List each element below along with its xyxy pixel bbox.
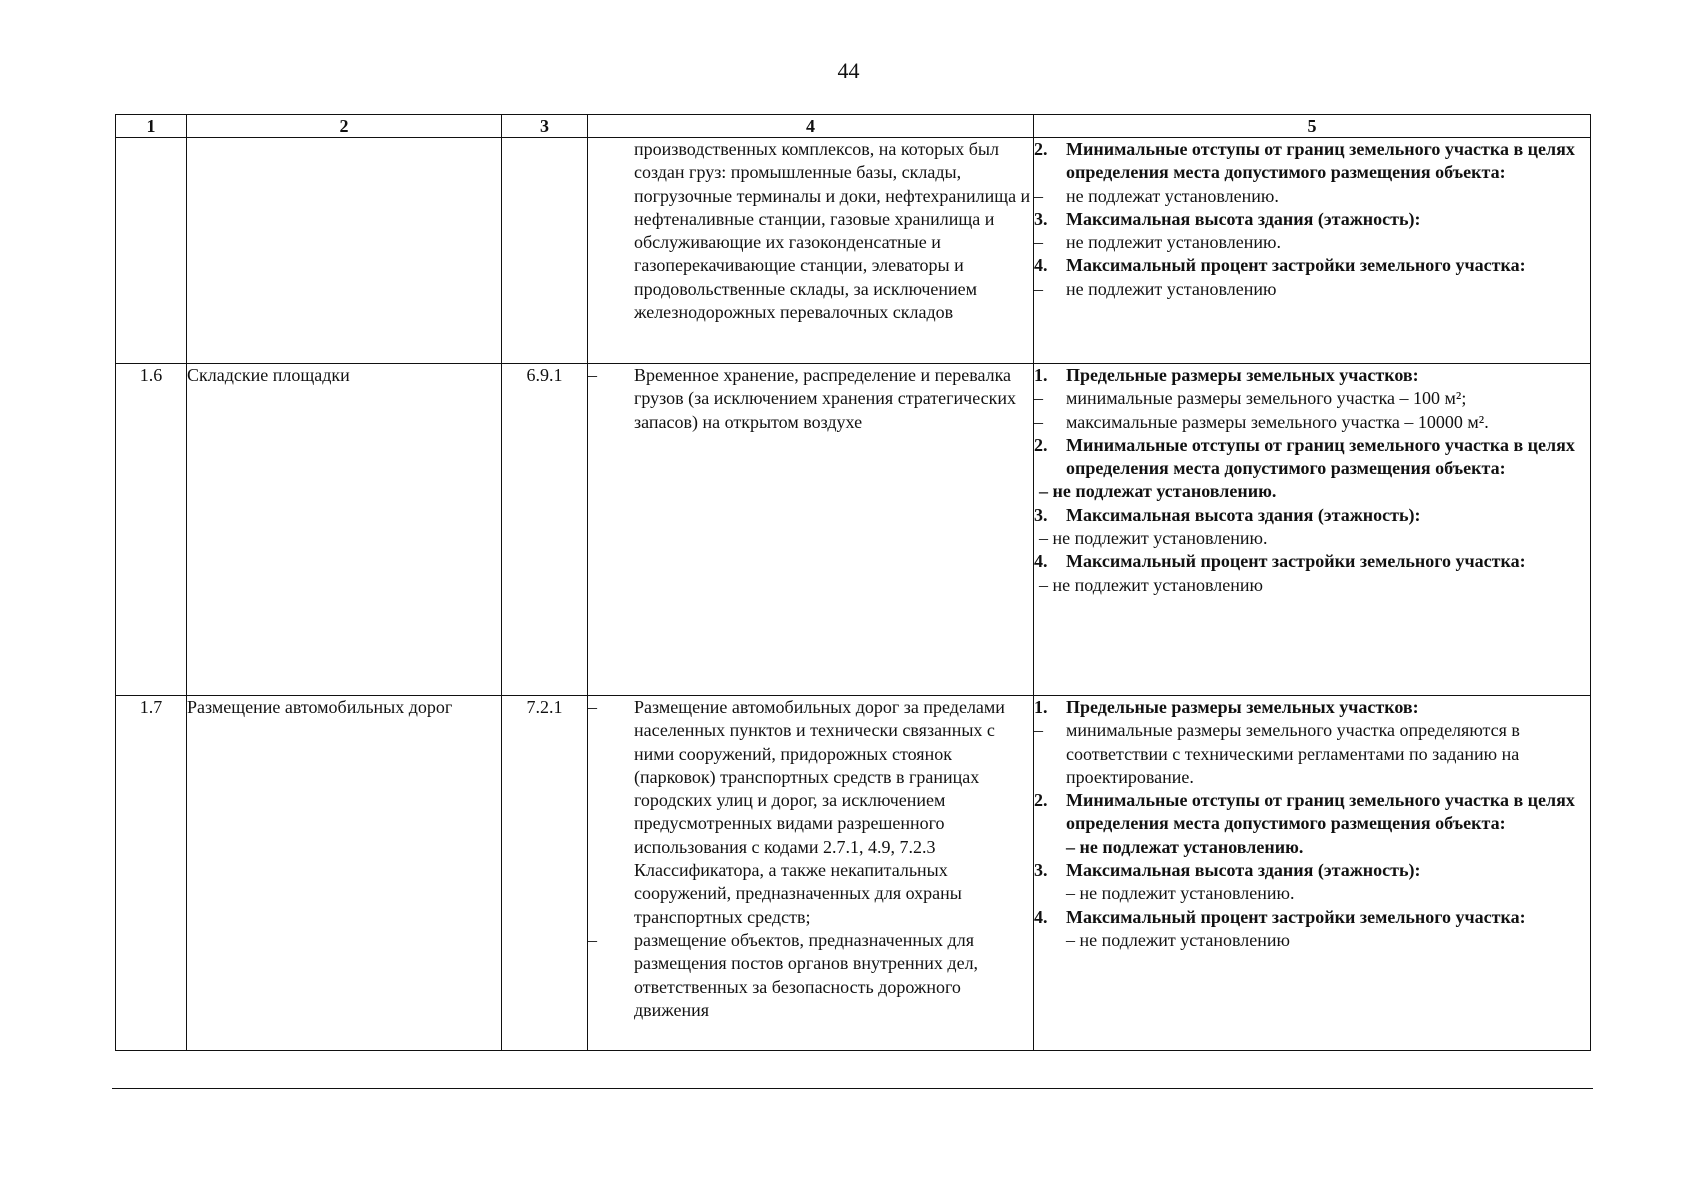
param-value <box>1034 185 1590 208</box>
description-text: размещение объектов, предназначенных для размещения постов органов внутренних дел, ответственных за безопасность дорожного движения <box>634 929 979 1020</box>
page-number: 44 <box>837 58 860 83</box>
column-header-2: 2 <box>187 115 502 138</box>
row-name-cell: Складские площадки <box>187 364 502 696</box>
description-item <box>588 929 1033 1022</box>
description-text: Временное хранение, распределение и перевалка грузов (за исключением хранения стратегических запасов) на открытом воздухе <box>634 365 1017 432</box>
param-value-text: – не подлежит установлению. <box>1066 883 1295 904</box>
param-value-text: – не подлежит установлению <box>1066 929 1290 950</box>
param-heading <box>1034 504 1590 527</box>
param-number: 4. <box>1034 255 1048 276</box>
param-title: Предельные размеры земельных участков: <box>1066 365 1419 385</box>
param-heading <box>1034 254 1590 277</box>
description-item <box>588 696 1033 929</box>
param-heading <box>1034 906 1590 929</box>
param-value <box>1034 278 1590 301</box>
param-heading <box>1034 550 1590 573</box>
description-text: производственных комплексов, на которых был создан груз: промышленные базы, склады, погрузочные терминалы и доки, нефтехранилища и нефтеналивные станции, газовые хранилища и обслуживающие их газоконденсатные и газоперекачивающие станции, элеваторы и продовольственные склады, за исключением железнодорожных перевалочных складов <box>634 139 1031 323</box>
dash-marker: – <box>1034 720 1043 741</box>
dash-marker: – <box>588 365 597 385</box>
param-title: Максимальный процент застройки земельного участка: <box>1066 906 1526 927</box>
param-value <box>1034 387 1590 410</box>
param-number: 4. <box>1034 551 1048 572</box>
row-description-cell <box>588 364 1034 696</box>
param-heading <box>1034 138 1590 185</box>
param-value-text: – не подлежит установлению <box>1039 574 1263 595</box>
dash-marker: – <box>588 697 597 717</box>
row-number-cell: 1.6 <box>116 364 187 696</box>
row-name-cell: Размещение автомобильных дорог <box>187 696 502 1051</box>
column-header-1: 1 <box>116 115 187 138</box>
param-heading <box>1034 696 1590 719</box>
param-title: Минимальные отступы от границ земельного участка в целях определения места допустимого размещения объекта: <box>1066 434 1575 479</box>
param-heading <box>1034 859 1590 882</box>
param-number: 1. <box>1034 697 1048 717</box>
row-number-cell <box>116 138 187 364</box>
dash-marker: – <box>1034 411 1043 432</box>
bottom-divider <box>112 1088 1593 1089</box>
param-number: 2. <box>1034 139 1048 159</box>
param-value-text: не подлежат установлению. <box>1066 185 1279 206</box>
table-row <box>116 138 1591 364</box>
param-value <box>1034 719 1590 789</box>
dash-marker: – <box>1034 185 1043 206</box>
param-number: 2. <box>1034 790 1048 811</box>
row-code-cell: 6.9.1 <box>502 364 588 696</box>
param-value-text: минимальные размеры земельного участка определяются в соответствии с техническими регламентами по заданию на проектирование. <box>1066 720 1520 787</box>
row-code-cell <box>502 138 588 364</box>
param-value <box>1034 411 1590 434</box>
param-title: Максимальная высота здания (этажность): <box>1066 860 1421 881</box>
param-heading <box>1034 364 1590 387</box>
row-code-cell: 7.2.1 <box>502 696 588 1051</box>
param-title: Максимальный процент застройки земельного участка: <box>1066 551 1526 572</box>
row-description-cell <box>588 696 1034 1051</box>
row-parameters-cell <box>1034 696 1591 1051</box>
param-value-text: максимальные размеры земельного участка – 10000 м². <box>1066 411 1489 432</box>
column-header-4: 4 <box>588 115 1034 138</box>
regulations-table <box>115 114 1591 1051</box>
param-title: Максимальная высота здания (этажность): <box>1066 208 1421 229</box>
param-number: 1. <box>1034 365 1048 385</box>
param-value-text: не подлежит установлению <box>1066 278 1277 299</box>
dash-marker: – <box>1034 232 1043 253</box>
param-number: 3. <box>1034 860 1048 881</box>
param-value-text: – не подлежат установлению. <box>1066 836 1304 857</box>
table-header-row <box>116 115 1591 138</box>
param-value-text: минимальные размеры земельного участка – 100 м²; <box>1066 388 1467 409</box>
param-title: Минимальные отступы от границ земельного участка в целях определения места допустимого размещения объекта: <box>1066 139 1575 183</box>
row-parameters-cell <box>1034 364 1591 696</box>
param-number: 3. <box>1034 504 1048 525</box>
param-number: 3. <box>1034 208 1048 229</box>
row-number-cell: 1.7 <box>116 696 187 1051</box>
param-value-text: – не подлежит установлению. <box>1039 528 1268 549</box>
dash-marker: – <box>1034 388 1043 409</box>
dash-marker: – <box>1034 278 1043 299</box>
param-number: 2. <box>1034 434 1048 455</box>
param-title: Максимальная высота здания (этажность): <box>1066 504 1421 525</box>
param-title: Предельные размеры земельных участков: <box>1066 697 1419 717</box>
row-description-cell <box>588 138 1034 364</box>
dash-marker: – <box>588 929 597 950</box>
param-heading <box>1034 434 1590 481</box>
param-value-text: не подлежит установлению. <box>1066 232 1281 253</box>
param-heading <box>1034 789 1590 836</box>
description-item <box>588 364 1033 434</box>
row-name-cell <box>187 138 502 364</box>
column-header-3: 3 <box>502 115 588 138</box>
param-number: 4. <box>1034 906 1048 927</box>
param-heading <box>1034 208 1590 231</box>
param-value <box>1034 231 1590 254</box>
column-header-5: 5 <box>1034 115 1591 138</box>
row-parameters-cell <box>1034 138 1591 364</box>
param-title: Минимальные отступы от границ земельного участка в целях определения места допустимого размещения объекта: <box>1066 790 1575 834</box>
table-row <box>116 696 1591 1051</box>
param-title: Максимальный процент застройки земельного участка: <box>1066 255 1526 276</box>
table-row <box>116 364 1591 696</box>
description-text: Размещение автомобильных дорог за пределами населенных пунктов и технически связанных с ними сооружений, придорожных стоянок (парковок) транспортных средств в границах городских улиц и дорог, за исключением предусмотренных видами разрешенного использования с кодами 2.7.1, 4.9, 7.2.3 Классификатора, а также некапитальных сооружений, предназначенных для охраны транспортных средств; <box>634 697 1005 927</box>
param-value-text: – не подлежат установлению. <box>1039 481 1277 502</box>
